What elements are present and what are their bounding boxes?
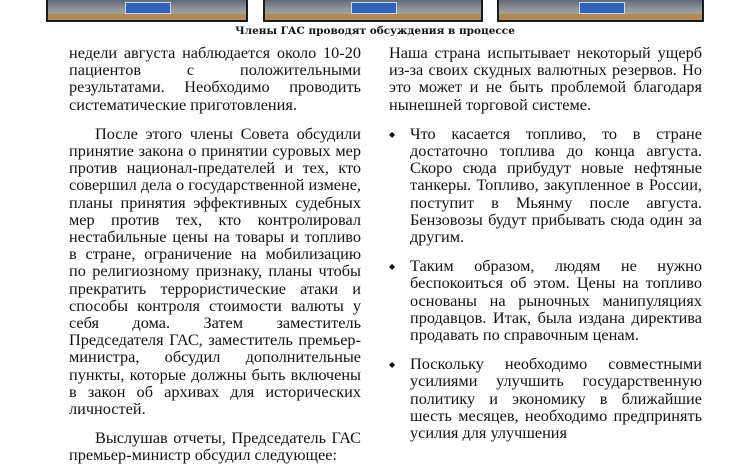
paragraph: недели августа наблюдается около 10-20 пациентов с положительными результатами. Необходимо проводить систематические приготовления. xyxy=(69,43,361,114)
name-plate xyxy=(351,2,397,14)
bullet-item xyxy=(389,125,702,245)
bullet-diamond-icon: ◆ xyxy=(389,360,396,370)
bullet-item xyxy=(389,257,702,343)
bullet-text: Что касается топливо, то в стране достаточно топлива до конца августа. Скоро сюда прибудут новые нефтяные танкеры. Топливо, закупленное в России, поступит в Мьянму после августа. Бензовозы будут прибывать сюда один за другим. xyxy=(410,123,702,247)
meeting-table xyxy=(265,14,481,20)
name-plate xyxy=(125,2,171,14)
paragraph: Выслушав отчеты, Председатель ГАС премьер-министр обсудил следующее: xyxy=(69,428,361,464)
photo-meeting-center xyxy=(263,0,483,22)
name-plate xyxy=(579,2,625,14)
photo-meeting-left xyxy=(46,0,248,22)
bullet-diamond-icon: ◆ xyxy=(389,129,396,139)
left-column xyxy=(69,44,361,464)
paragraph: После этого члены Совета обсудили принятие закона о принятии суровых мер против национал-предателей и тех, кто совершил дела о государственной измене, планы принятия эффективных судебных мер против тех, кто контролировал нестабильные цены на товары и топливо в стране, ограничение на мобилизацию по религиозному признаку, планы чтобы прекратить террористические атаки и способы контроля стоимости валюты у себя дома. Затем заместитель Председателя ГАС, заместитель премьер-министра, обсудил дополнительные пункты, которые должны быть включены в закон об архивах для исторических личностей. xyxy=(69,123,361,419)
bullet-diamond-icon: ◆ xyxy=(389,262,396,272)
paragraph: Наша страна испытывает некоторый ущерб из-за своих скудных валютных резервов. Но это может и не быть проблемой благодаря нынешней торговой системе. xyxy=(389,43,702,114)
meeting-table xyxy=(48,14,246,20)
right-column xyxy=(389,44,702,441)
bullet-item xyxy=(389,355,702,441)
bullet-text: Таким образом, людям не нужно беспокоиться об этом. Цены на топливо основаны на рыночных манипуляциях продавцов. Итак, была издана директива продавать по справочным ценам. xyxy=(410,256,702,345)
meeting-table xyxy=(499,14,702,20)
photo-caption: Члены ГАС проводят обсуждения в процессе xyxy=(235,25,515,37)
photo-meeting-right xyxy=(497,0,704,22)
bullet-text: Поскольку необходимо совместными усилиями улучшить государственную политику и экономику в ближайшие шесть месяцев, необходимо предпринять усилия для улучшения xyxy=(410,354,702,443)
